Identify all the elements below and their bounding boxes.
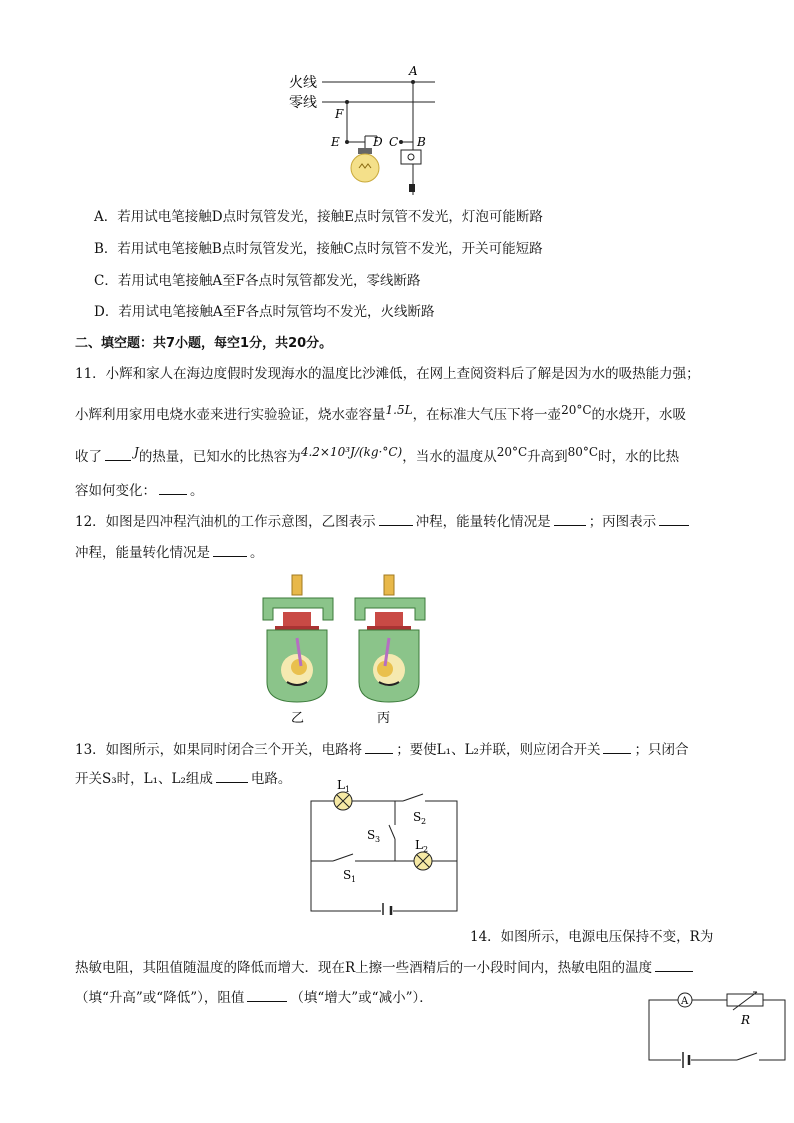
q10-option-b: B．若用试电笔接触B点时氖管发光，接触C点时氖管不发光，开关可能短路 [94,241,543,257]
q13-text: 电路。 [250,771,292,787]
q10-option-a: A．若用试电笔接触D点时氖管发光，接触E点时氖管不发光，灯泡可能断路 [94,209,543,225]
q11-text: 容如何变化： [75,483,156,499]
answer-blank[interactable] [379,511,413,526]
q11-text: 收了 [75,449,102,465]
label-c: C [389,135,399,149]
q13-line2 [75,768,291,789]
caption-yi: 乙 [291,711,305,726]
q11-text: ，当水的温度从 [402,449,497,465]
q11-line2 [75,405,686,425]
temp1-value: 20°C [561,403,592,417]
q12-text: 12．如图是四冲程汽油机的工作示意图，乙图表示 [75,514,376,530]
ammeter-label: A [681,996,689,1007]
q14-line3 [75,987,433,1008]
thermistor-circuit [645,990,790,1070]
label-d: D [373,135,383,149]
household-circuit-diagram [285,60,445,200]
engine-stroke-figures [255,570,435,730]
q11-text: 小辉利用家用电烧水壶来进行实验验证，烧水壶容量 [75,407,386,423]
answer-blank[interactable] [655,957,693,972]
neutral-wire-label: 零线 [289,95,317,111]
temp2-value: 20°C [496,445,528,459]
answer-blank[interactable] [105,446,131,461]
answer-blank[interactable] [247,987,287,1002]
engine-right [355,575,425,702]
q12-text: 。 [250,545,264,561]
q12-text: ；丙图表示 [588,514,657,530]
answer-blank[interactable] [159,480,187,495]
q11-text: 的热量，已知水的比热容为 [138,449,301,465]
q12-text: 冲程，能量转化情况是 [75,545,210,561]
q13-line1 [75,739,688,760]
q14-line1: 14．如图所示，电源电压保持不变，R为 [470,929,714,945]
engine-left [263,575,333,702]
q11-text: 时，水的比热 [598,449,680,465]
answer-blank[interactable] [213,542,247,557]
answer-blank[interactable] [659,511,689,526]
q13-text: 13．如图所示，如果同时闭合三个开关，电路将 [75,742,363,758]
volume-value: 1.5L [385,403,413,417]
fire-wire-label: 火线 [289,75,317,91]
answer-blank[interactable] [603,739,631,754]
label-l1: L [337,778,345,792]
label-s1-sub: 1 [351,875,357,884]
section2-title: 二、填空题：共7小题，每空1分，共20分。 [75,336,333,351]
label-f: F [335,107,344,121]
q12-text: 冲程，能量转化情况是 [415,514,551,530]
q14-text: （填“升高”或“降低”），阻值 [75,990,245,1006]
q10-option-c: C．若用试电笔接触A至F各点时氖管都发光，零线断路 [94,273,421,289]
label-s2: S [413,810,422,824]
q11-text: 的水烧开，水吸 [591,407,687,423]
q12-line1 [75,511,692,532]
specific-heat-value: 4.2×10³J/(kg·°C) [300,445,403,459]
label-s2-sub: 2 [421,817,427,826]
q11-text: 。 [190,483,204,499]
answer-blank[interactable] [554,511,586,526]
label-s3-sub: 3 [375,835,381,844]
q14-text: （填“增大”或“减小”）． [290,990,433,1006]
q11-line4 [75,480,204,501]
q11-line1: 11．小辉和家人在海边度假时发现海水的温度比沙滩低，在网上查阅资料后了解是因为水的吸热能力强； [75,366,700,382]
lamp-switch-circuit [305,775,465,915]
q13-text: 开关S₃时，L₁、L₂组成 [75,771,213,787]
q11-line3 [75,446,679,467]
label-l1-sub: 1 [345,785,351,794]
q11-text: ，在标准大气压下将一壶 [412,407,562,423]
q13-text: ；只闭合 [634,742,689,758]
q11-text: 升高到 [527,449,568,465]
resistor-label: R [741,1013,751,1027]
q14-text: 热敏电阻，其阻值随温度的降低而增大．现在R上擦一些酒精后的一小段时间内，热敏电阻的温度 [75,960,653,976]
unit-j: J [134,445,139,459]
answer-blank[interactable] [216,768,248,783]
label-s1: S [343,868,352,882]
temp3-value: 80°C [567,445,599,459]
q10-option-d: D．若用试电笔接触A至F各点时氖管均不发光，火线断路 [94,304,435,320]
q14-line2 [75,957,696,978]
answer-blank[interactable] [365,739,393,754]
label-b: B [417,135,426,149]
label-e: E [331,135,340,149]
q12-line2 [75,542,264,563]
caption-bing: 丙 [377,711,391,726]
label-l2: L [415,838,423,852]
label-s3: S [367,828,376,842]
label-a: A [409,64,418,78]
q13-text: ；要使L₁、L₂并联，则应闭合开关 [396,742,601,758]
label-l2-sub: 2 [423,845,429,854]
